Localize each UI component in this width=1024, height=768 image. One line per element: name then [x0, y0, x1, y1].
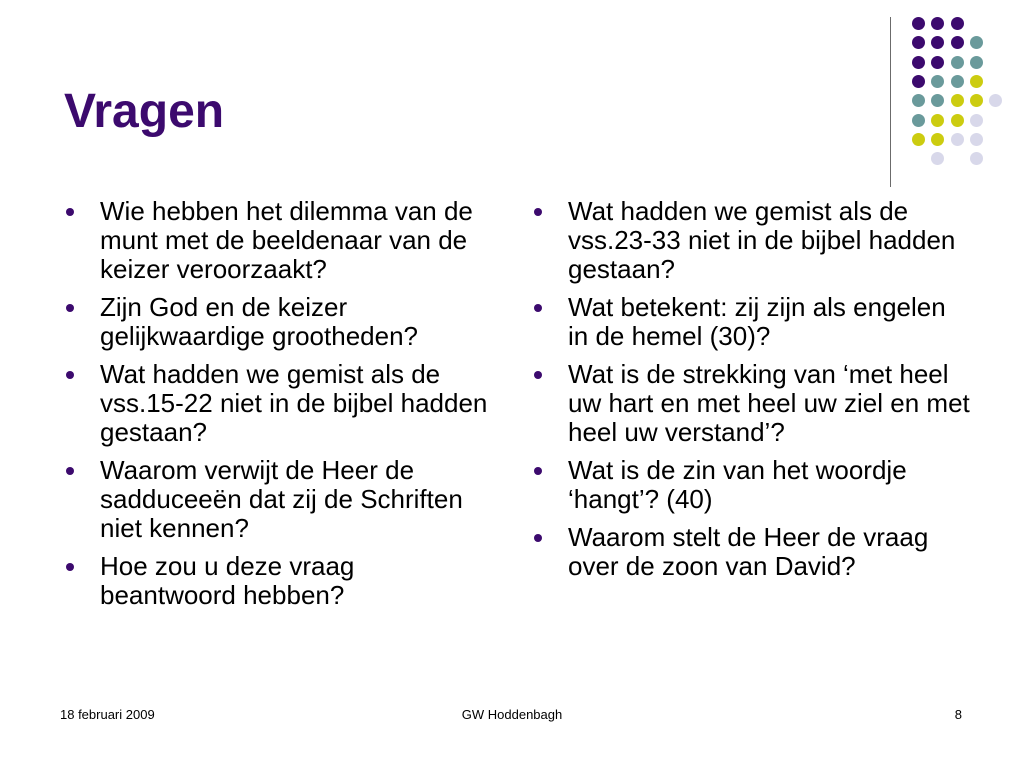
decorative-dot-icon	[912, 36, 925, 49]
decorative-dot-icon	[970, 114, 983, 127]
bullet-item	[64, 360, 494, 447]
bullet-item	[64, 197, 494, 284]
decorative-dot-icon	[989, 94, 1002, 107]
bullet-dot-icon	[534, 304, 542, 312]
bullet-dot-icon	[66, 563, 74, 571]
left-bullet-list	[64, 197, 494, 619]
bullet-dot-icon	[66, 467, 74, 475]
bullet-dot-icon	[534, 467, 542, 475]
decorative-dot-icon	[931, 94, 944, 107]
bullet-dot-icon	[534, 208, 542, 216]
bullet-text: Wat is de strekking van ‘met heel uw hart en met heel uw ziel en met heel uw verstand’?	[568, 359, 970, 447]
decorative-dot-icon	[931, 75, 944, 88]
decorative-dot-icon	[951, 114, 964, 127]
decorative-dot-icon	[970, 75, 983, 88]
slide-title: Vragen	[64, 85, 225, 138]
decorative-dot-icon	[912, 75, 925, 88]
decorative-dot-icon	[970, 56, 983, 69]
decorative-dot-icon	[912, 17, 925, 30]
decorative-dot-icon	[912, 94, 925, 107]
decorative-dot-icon	[931, 36, 944, 49]
bullet-item	[532, 456, 972, 514]
decorative-dot-icon	[931, 133, 944, 146]
bullet-dot-icon	[534, 371, 542, 379]
title-divider-line	[890, 17, 891, 187]
decorative-dot-icon	[951, 17, 964, 30]
bullet-dot-icon	[66, 304, 74, 312]
decorative-dot-icon	[931, 114, 944, 127]
bullet-text: Wat is de zin van het woordje ‘hangt’? (40)	[568, 455, 907, 514]
decorative-dot-icon	[931, 17, 944, 30]
decorative-dot-icon	[951, 94, 964, 107]
bullet-item	[64, 456, 494, 543]
decorative-dot-icon	[951, 56, 964, 69]
bullet-text: Wat hadden we gemist als de vss.15-22 niet in de bijbel hadden gestaan?	[100, 359, 488, 447]
bullet-text: Waarom verwijt de Heer de sadduceeën dat zij de Schriften niet kennen?	[100, 455, 463, 543]
decorative-dot-icon	[931, 56, 944, 69]
bullet-text: Hoe zou u deze vraag beantwoord hebben?	[100, 551, 355, 610]
footer-page-number: 8	[954, 707, 962, 722]
right-bullet-list	[532, 197, 972, 590]
decorative-dot-icon	[912, 133, 925, 146]
bullet-text: Zijn God en de keizer gelijkwaardige grootheden?	[100, 292, 419, 351]
decorative-dot-icon	[912, 114, 925, 127]
bullet-text: Wie hebben het dilemma van de munt met de beeldenaar van de keizer veroorzaakt?	[100, 196, 473, 284]
bullet-text: Wat hadden we gemist als de vss.23-33 niet in de bijbel hadden gestaan?	[568, 196, 956, 284]
bullet-item	[64, 552, 494, 610]
decorative-dot-icon	[951, 75, 964, 88]
decorative-dot-icon	[951, 36, 964, 49]
footer-date: 18 februari 2009	[60, 707, 155, 722]
bullet-dot-icon	[66, 208, 74, 216]
bullet-item	[532, 523, 972, 581]
decorative-dot-icon	[970, 133, 983, 146]
bullet-text: Wat betekent: zij zijn als engelen in de hemel (30)?	[568, 292, 946, 351]
decorative-dot-icon	[951, 133, 964, 146]
decorative-dot-icon	[970, 152, 983, 165]
decorative-dot-icon	[970, 36, 983, 49]
bullet-item	[532, 360, 972, 447]
footer-author: GW Hoddenbagh	[461, 707, 563, 722]
bullet-text: Waarom stelt de Heer de vraag over de zoon van David?	[568, 522, 929, 581]
decorative-dot-icon	[931, 152, 944, 165]
decorative-dot-icon	[912, 56, 925, 69]
bullet-item	[64, 293, 494, 351]
bullet-dot-icon	[66, 371, 74, 379]
bullet-dot-icon	[534, 534, 542, 542]
bullet-item	[532, 293, 972, 351]
bullet-item	[532, 197, 972, 284]
decorative-dot-icon	[970, 94, 983, 107]
